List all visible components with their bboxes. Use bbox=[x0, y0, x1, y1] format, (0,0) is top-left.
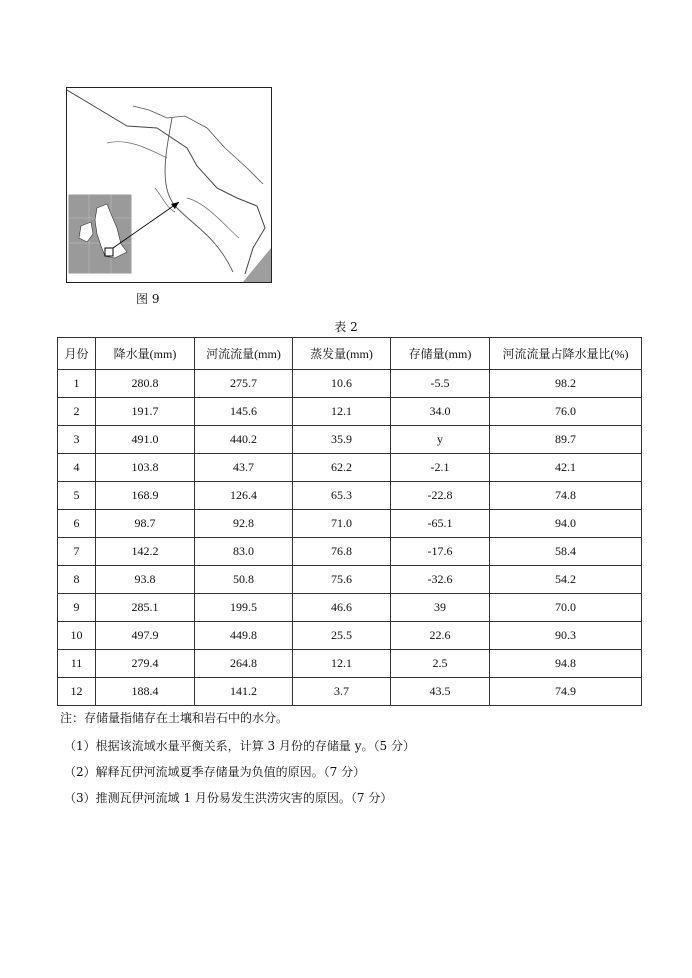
table-cell: 39 bbox=[391, 594, 490, 622]
table-cell: 2.5 bbox=[391, 650, 490, 678]
table-cell: 279.4 bbox=[96, 650, 195, 678]
table-cell: 89.7 bbox=[490, 426, 642, 454]
table-cell: 285.1 bbox=[96, 594, 195, 622]
header-runoff: 河流流量(mm) bbox=[195, 338, 293, 370]
table-cell: 5 bbox=[58, 482, 96, 510]
table-cell: 43.5 bbox=[391, 678, 490, 706]
header-evaporation: 蒸发量(mm) bbox=[293, 338, 391, 370]
table-cell: 188.4 bbox=[96, 678, 195, 706]
table-cell: -2.1 bbox=[391, 454, 490, 482]
sea-area bbox=[243, 248, 271, 282]
table-cell: 54.2 bbox=[490, 566, 642, 594]
table-cell: 42.1 bbox=[490, 454, 642, 482]
table-cell: 191.7 bbox=[96, 398, 195, 426]
table-cell: 145.6 bbox=[195, 398, 293, 426]
table-cell: 497.9 bbox=[96, 622, 195, 650]
river-main bbox=[165, 118, 233, 272]
table-cell: 25.5 bbox=[293, 622, 391, 650]
table-cell: 491.0 bbox=[96, 426, 195, 454]
figure-caption: 图 9 bbox=[136, 292, 160, 306]
table-cell: y bbox=[391, 426, 490, 454]
basin-map bbox=[66, 87, 272, 283]
question-1: （1）根据该流域水量平衡关系，计算 3 月份的存储量 y。（5 分） bbox=[64, 739, 415, 753]
table-row bbox=[58, 678, 642, 706]
table-cell: 12.1 bbox=[293, 398, 391, 426]
table-cell: 76.0 bbox=[490, 398, 642, 426]
table-cell: 70.0 bbox=[490, 594, 642, 622]
table-cell: 43.7 bbox=[195, 454, 293, 482]
table-cell: 141.2 bbox=[195, 678, 293, 706]
table-cell: 9 bbox=[58, 594, 96, 622]
table-cell: 98.7 bbox=[96, 510, 195, 538]
table-row bbox=[58, 454, 642, 482]
table-cell: -32.6 bbox=[391, 566, 490, 594]
table-cell: 3.7 bbox=[293, 678, 391, 706]
river-basin-map-icon bbox=[67, 88, 271, 282]
table-row bbox=[58, 566, 642, 594]
river-tributary bbox=[107, 142, 167, 158]
table-cell: -5.5 bbox=[391, 370, 490, 398]
table-cell: 46.6 bbox=[293, 594, 391, 622]
table-cell: 74.8 bbox=[490, 482, 642, 510]
table-cell: 98.2 bbox=[490, 370, 642, 398]
data-table bbox=[57, 337, 642, 706]
question-2: （2）解释瓦伊河流域夏季存储量为负值的原因。（7 分） bbox=[64, 765, 366, 779]
table-cell: 8 bbox=[58, 566, 96, 594]
table-cell: 1 bbox=[58, 370, 96, 398]
table-row bbox=[58, 650, 642, 678]
table-cell: 275.7 bbox=[195, 370, 293, 398]
table-cell: 7 bbox=[58, 538, 96, 566]
arrow-head-icon bbox=[171, 202, 179, 209]
table-cell: 199.5 bbox=[195, 594, 293, 622]
table-cell: 93.8 bbox=[96, 566, 195, 594]
table-cell: 90.3 bbox=[490, 622, 642, 650]
table-header-row bbox=[58, 338, 642, 370]
table-row bbox=[58, 538, 642, 566]
table-row bbox=[58, 622, 642, 650]
table-cell: 264.8 bbox=[195, 650, 293, 678]
table-row bbox=[58, 482, 642, 510]
table-cell: 10 bbox=[58, 622, 96, 650]
table-cell: 10.6 bbox=[293, 370, 391, 398]
table-cell: 74.9 bbox=[490, 678, 642, 706]
table-cell: 83.0 bbox=[195, 538, 293, 566]
table-cell: 58.4 bbox=[490, 538, 642, 566]
table-cell: 3 bbox=[58, 426, 96, 454]
river-tributary bbox=[187, 198, 239, 238]
table-cell: 65.3 bbox=[293, 482, 391, 510]
table-cell: 4 bbox=[58, 454, 96, 482]
river-tributary bbox=[155, 188, 175, 212]
table-cell: 2 bbox=[58, 398, 96, 426]
table-cell: -65.1 bbox=[391, 510, 490, 538]
table-cell: 103.8 bbox=[96, 454, 195, 482]
table-cell: 449.8 bbox=[195, 622, 293, 650]
question-3: （3）推测瓦伊河流域 1 月份易发生洪涝灾害的原因。（7 分） bbox=[64, 791, 393, 805]
table-cell: 280.8 bbox=[96, 370, 195, 398]
table-cell: 94.8 bbox=[490, 650, 642, 678]
table-cell: 94.0 bbox=[490, 510, 642, 538]
table-row bbox=[58, 370, 642, 398]
table-note: 注：存储量指储存在土壤和岩石中的水分。 bbox=[60, 711, 289, 725]
table-cell: 71.0 bbox=[293, 510, 391, 538]
table-cell: 22.6 bbox=[391, 622, 490, 650]
table-cell: 126.4 bbox=[195, 482, 293, 510]
header-runoff-ratio: 河流流量占降水量比(%) bbox=[490, 338, 642, 370]
table-cell: 75.6 bbox=[293, 566, 391, 594]
table-cell: -17.6 bbox=[391, 538, 490, 566]
table-cell: 12.1 bbox=[293, 650, 391, 678]
table-cell: 35.9 bbox=[293, 426, 391, 454]
header-month: 月份 bbox=[58, 338, 96, 370]
table-cell: 92.8 bbox=[195, 510, 293, 538]
table-cell: -22.8 bbox=[391, 482, 490, 510]
table-cell: 34.0 bbox=[391, 398, 490, 426]
table-row bbox=[58, 398, 642, 426]
table-cell: 6 bbox=[58, 510, 96, 538]
table-cell: 76.8 bbox=[293, 538, 391, 566]
table-cell: 11 bbox=[58, 650, 96, 678]
table-row bbox=[58, 594, 642, 622]
table-cell: 62.2 bbox=[293, 454, 391, 482]
table-cell: 440.2 bbox=[195, 426, 293, 454]
header-storage: 存储量(mm) bbox=[391, 338, 490, 370]
table-cell: 12 bbox=[58, 678, 96, 706]
header-precipitation: 降水量(mm) bbox=[96, 338, 195, 370]
table-cell: 168.9 bbox=[96, 482, 195, 510]
table-cell: 50.8 bbox=[195, 566, 293, 594]
table-row bbox=[58, 426, 642, 454]
table-title: 表 2 bbox=[334, 320, 358, 334]
river-line bbox=[133, 106, 263, 184]
table-row bbox=[58, 510, 642, 538]
table-cell: 142.2 bbox=[96, 538, 195, 566]
